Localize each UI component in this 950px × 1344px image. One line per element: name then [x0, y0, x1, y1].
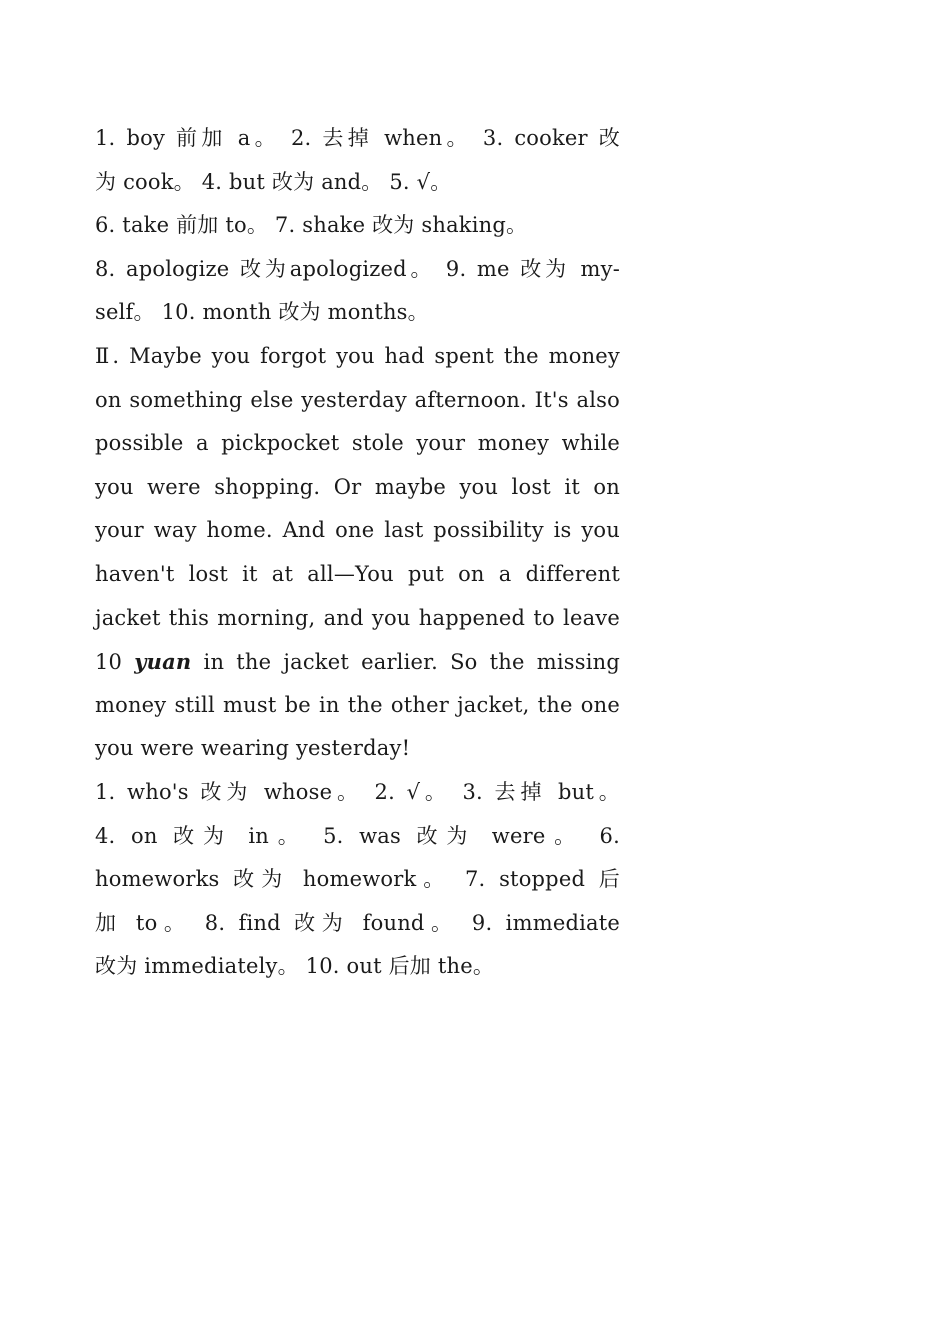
- answer-line: 6. take 前加 to。 7. shake 改为 shaking。: [95, 213, 528, 238]
- passage-line: 10 yuan in the jacket earlier. So the missing: [95, 649, 621, 675]
- passage-line: haven't lost it at all—You put on a different: [95, 561, 620, 586]
- passage-line: Ⅱ. Maybe you forgot you had spent the money: [95, 343, 620, 368]
- answer-document: [95, 117, 620, 989]
- passage-line: on something else yesterday afternoon. It's also: [95, 387, 620, 412]
- answer-line: 为 cook。 4. but 改为 and。 5. √。: [95, 169, 452, 194]
- passage-line: jacket this morning, and you happened to leave: [95, 605, 620, 630]
- answer-line: 1. boy 前加 a。 2. 去掉 when。 3. cooker 改: [95, 126, 620, 150]
- passage-line: possible a pickpocket stole your money while: [95, 431, 620, 456]
- passage-line: money still must be in the other jacket, the one: [95, 692, 620, 717]
- answer-line: 1. who's 改为 whose。 2. √。 3. 去掉 but。: [95, 779, 620, 804]
- answer-line: 加 to。 8. find 改为 found。 9. immediate: [95, 910, 620, 935]
- answer-key-section-2: [95, 771, 620, 989]
- answer-line: 4. on 改为 in。 5. was 改为 were。 6.: [95, 823, 620, 848]
- italic-word: yuan: [134, 649, 192, 675]
- answer-line: homeworks 改为 homework。 7. stopped 后: [95, 867, 620, 892]
- answer-line: self。 10. month 改为 months。: [95, 300, 429, 325]
- answer-line: 改为 immediately。 10. out 后加 the。: [95, 954, 495, 979]
- passage-line: your way home. And one last possibility is you: [95, 518, 620, 543]
- passage-line: you were wearing yesterday!: [95, 736, 411, 761]
- passage-section: [95, 335, 620, 771]
- answer-line: 8. apologize 改为apologized。 9. me 改为 my-: [95, 256, 620, 281]
- passage-line: you were shopping. Or maybe you lost it on: [95, 474, 620, 499]
- answer-key-section-1: [95, 117, 620, 335]
